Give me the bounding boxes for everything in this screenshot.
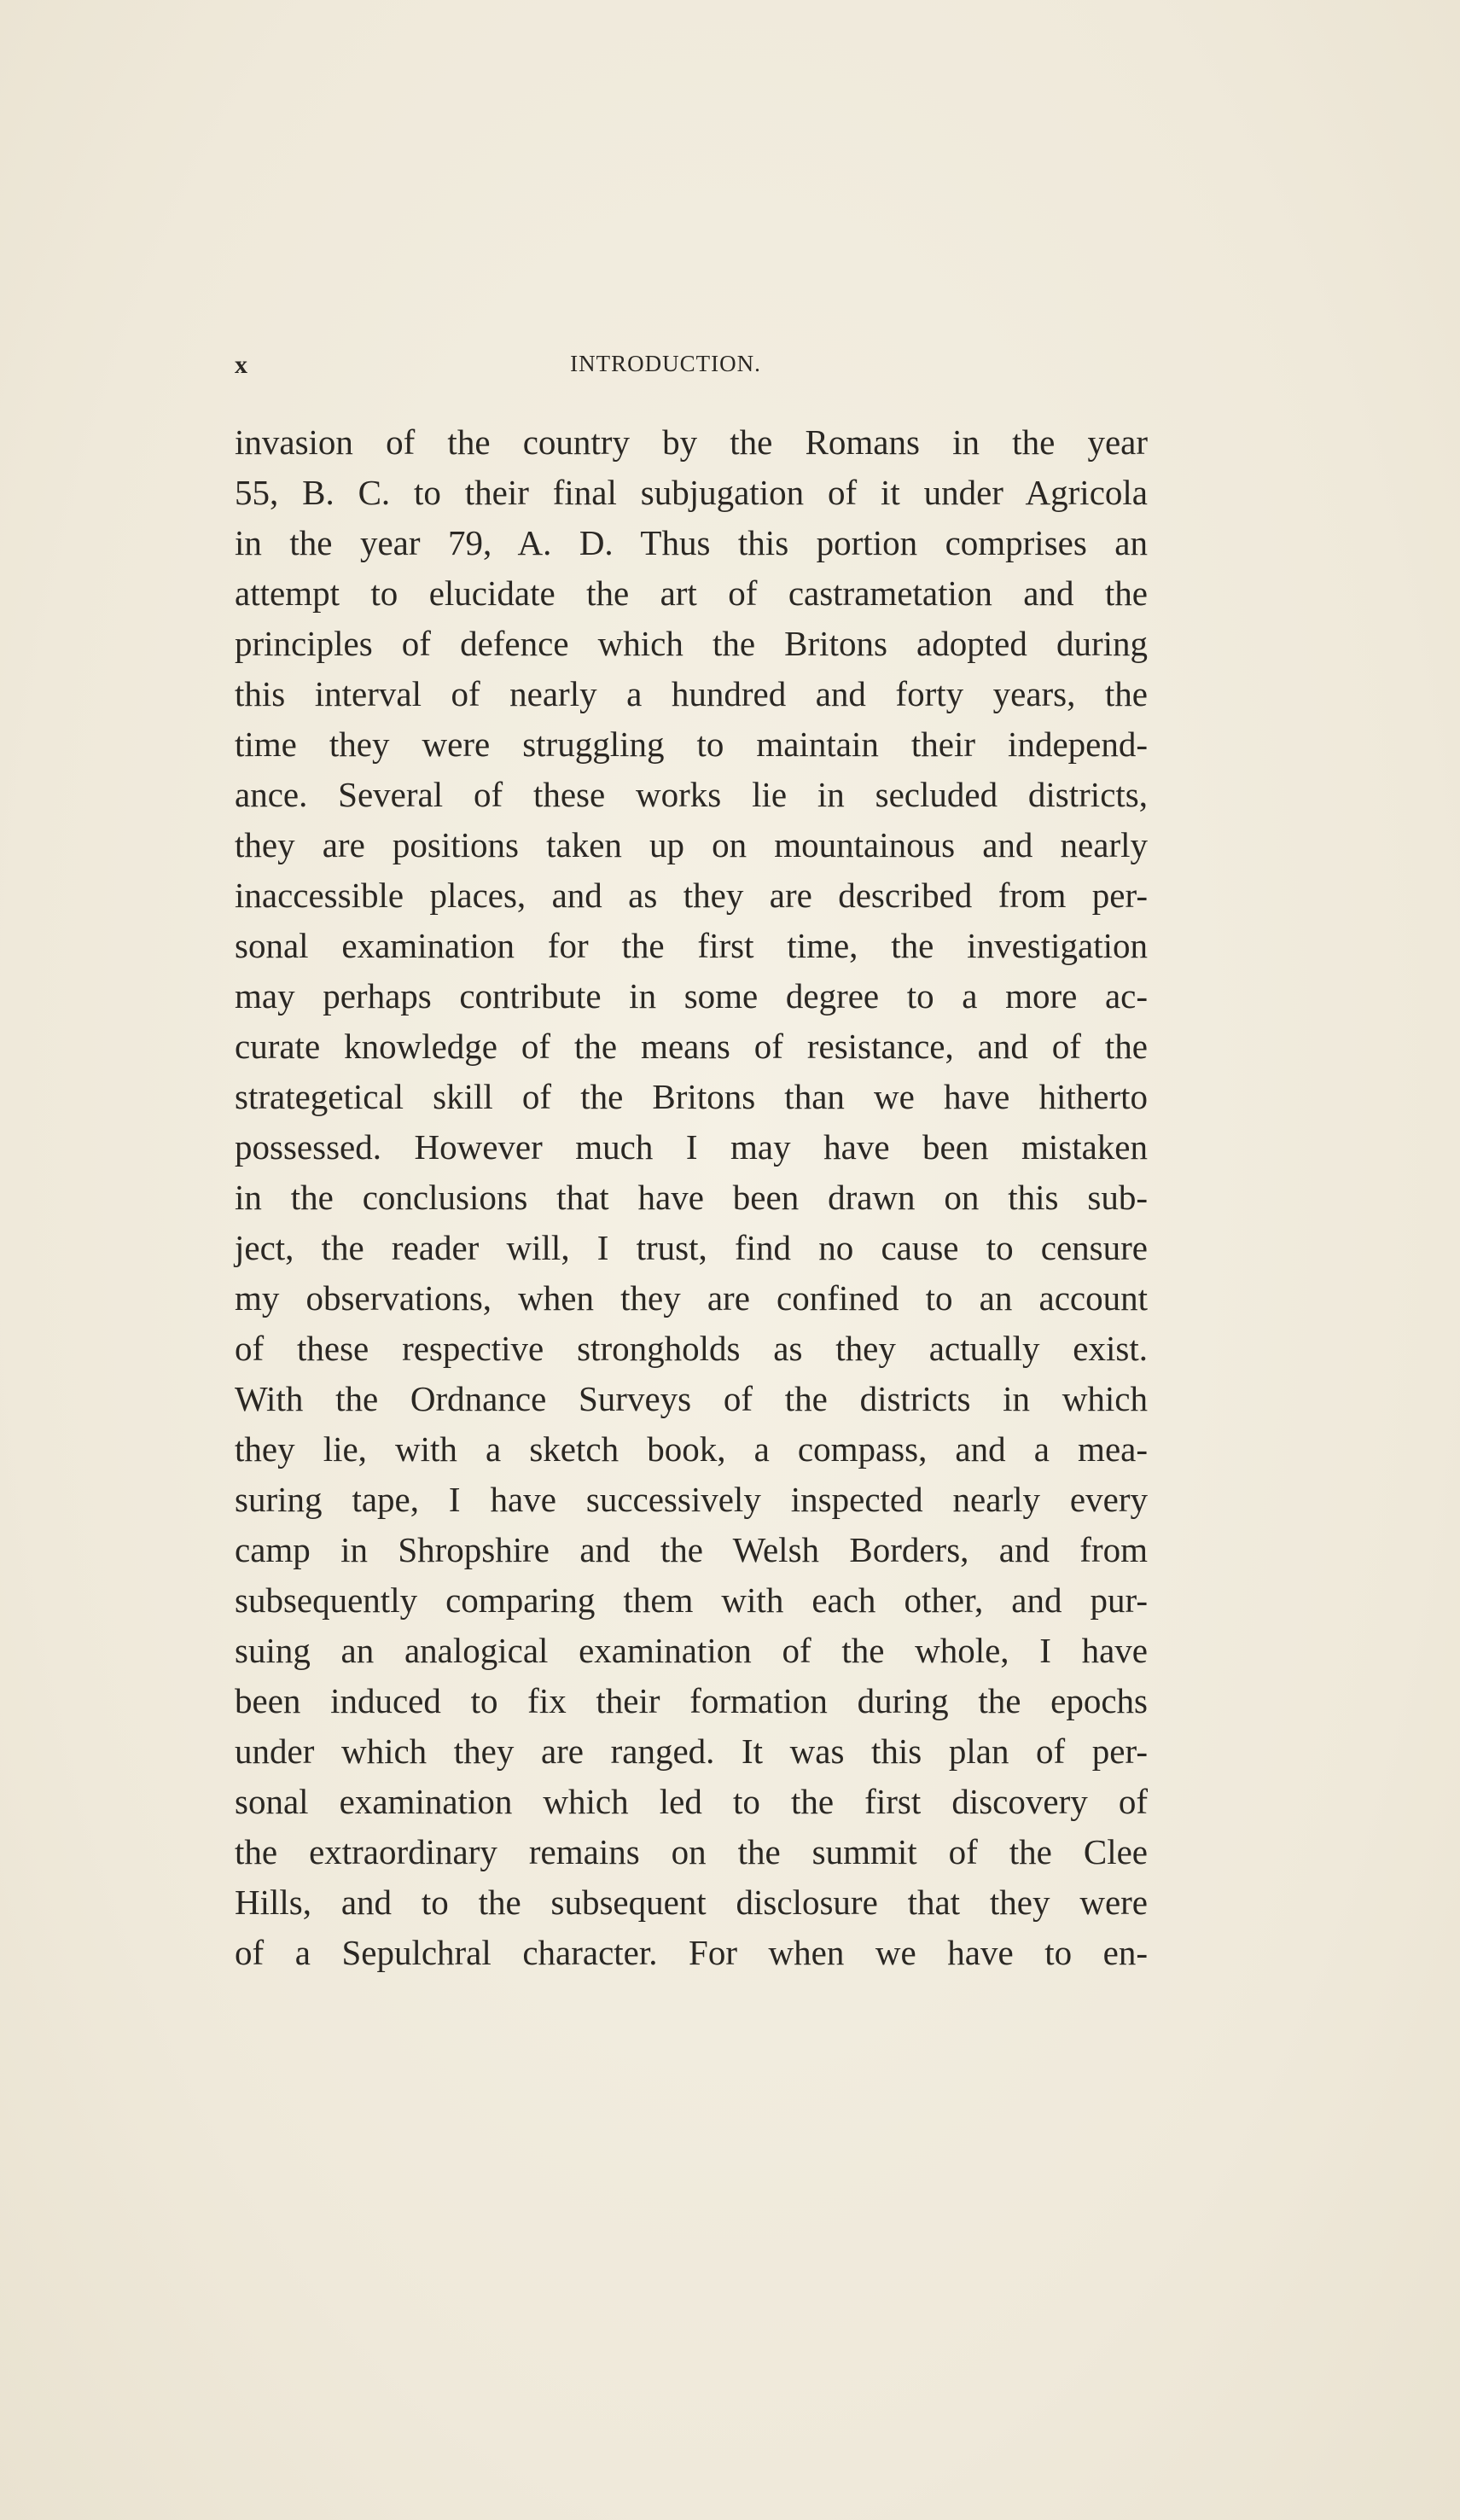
text-line: strategetical skill of the Britons than we have hitherto	[235, 1077, 1148, 1116]
text-line: of these respective strongholds as they actually exist.	[235, 1329, 1148, 1368]
text-line: With the Ordnance Surveys of the districts in which	[235, 1379, 1148, 1418]
text-line: they lie, with a sketch book, a compass, and a mea-	[235, 1429, 1148, 1469]
text-line: under which they are ranged. It was this plan of per-	[235, 1731, 1148, 1771]
text-line: ject, the reader will, I trust, find no cause to censure	[235, 1228, 1148, 1267]
page-number: x	[235, 351, 248, 379]
text-line: of a Sepulchral character. For when we have to en-	[235, 1933, 1148, 1972]
text-line: invasion of the country by the Romans in the year	[235, 422, 1148, 462]
text-line: been induced to fix their formation during the epochs	[235, 1681, 1148, 1720]
text-line: may perhaps contribute in some degree to a more ac-	[235, 976, 1148, 1016]
text-line: the extraordinary remains on the summit of the Clee	[235, 1832, 1148, 1871]
text-line: suring tape, I have successively inspected nearly every	[235, 1480, 1148, 1519]
running-title: INTRODUCTION.	[570, 351, 761, 376]
text-line: this interval of nearly a hundred and forty years, the	[235, 674, 1148, 713]
text-line: Hills, and to the subsequent disclosure that they were	[235, 1883, 1148, 1922]
text-line: sonal examination which led to the first discovery of	[235, 1782, 1148, 1821]
text-line: inaccessible places, and as they are described from per-	[235, 876, 1148, 915]
text-line: camp in Shropshire and the Welsh Borders, and from	[235, 1530, 1148, 1569]
text-line: in the year 79, A. D. Thus this portion comprises an	[235, 523, 1148, 562]
text-line: possessed. However much I may have been mistaken	[235, 1127, 1148, 1167]
body-text	[235, 417, 1148, 1978]
text-line: they are positions taken up on mountainous and nearly	[235, 825, 1148, 864]
text-line: ance. Several of these works lie in secluded districts,	[235, 775, 1148, 814]
text-line: subsequently comparing them with each other, and pur-	[235, 1580, 1148, 1620]
text-line: time they were struggling to maintain their independ-	[235, 725, 1148, 764]
text-line: 55, B. C. to their final subjugation of it under Agricola	[235, 473, 1148, 512]
text-line: principles of defence which the Britons adopted during	[235, 624, 1148, 663]
text-line: attempt to elucidate the art of castrametation and the	[235, 573, 1148, 613]
text-line: my observations, when they are confined to an account	[235, 1278, 1148, 1318]
running-head	[235, 346, 1148, 388]
text-line: suing an analogical examination of the whole, I have	[235, 1631, 1148, 1670]
text-line: curate knowledge of the means of resistance, and of the	[235, 1027, 1148, 1066]
text-line: in the conclusions that have been drawn on this sub-	[235, 1178, 1148, 1217]
text-line: sonal examination for the first time, the investigation	[235, 926, 1148, 965]
